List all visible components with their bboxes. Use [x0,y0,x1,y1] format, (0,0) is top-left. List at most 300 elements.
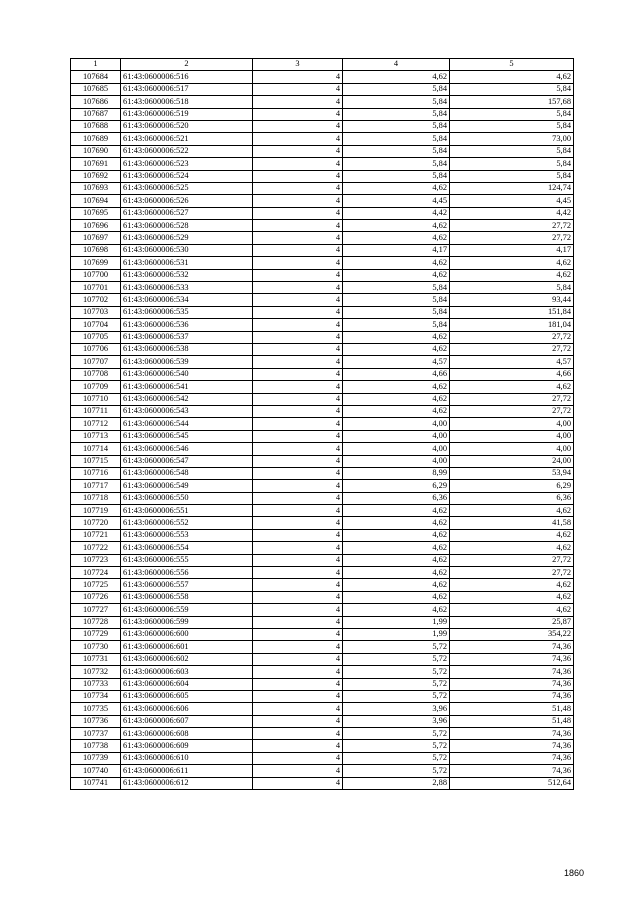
cadastral-number-cell: 61:43:0600006:607 [121,715,253,727]
amount-cell: 4,42 [450,207,574,219]
cadastral-number-cell: 61:43:0600006:543 [121,405,253,417]
category-cell: 4 [253,703,343,715]
table-row [71,232,574,244]
row-index-cell: 107710 [71,393,121,405]
amount-cell: 4,66 [450,368,574,380]
row-index-cell: 107699 [71,257,121,269]
row-index-cell: 107692 [71,170,121,182]
amount-cell: 124,74 [450,182,574,194]
row-index-cell: 107729 [71,628,121,640]
rate-cell: 4,62 [343,71,450,83]
row-index-cell: 107720 [71,517,121,529]
amount-cell: 4,62 [450,579,574,591]
category-cell: 4 [253,728,343,740]
table-row [71,492,574,504]
cadastral-number-cell: 61:43:0600006:608 [121,728,253,740]
table-row [71,628,574,640]
rate-cell: 5,84 [343,158,450,170]
rate-cell: 4,00 [343,443,450,455]
row-index-cell: 107696 [71,220,121,232]
table-row [71,368,574,380]
rate-cell: 4,17 [343,244,450,256]
rate-cell: 5,72 [343,678,450,690]
rate-cell: 3,96 [343,703,450,715]
cadastral-number-cell: 61:43:0600006:605 [121,690,253,702]
table-row [71,331,574,343]
row-index-cell: 107735 [71,703,121,715]
category-cell: 4 [253,343,343,355]
cadastral-number-cell: 61:43:0600006:611 [121,765,253,777]
row-index-cell: 107732 [71,666,121,678]
category-cell: 4 [253,182,343,194]
row-index-cell: 107715 [71,455,121,467]
category-cell: 4 [253,306,343,318]
cadastral-number-cell: 61:43:0600006:545 [121,430,253,442]
category-cell: 4 [253,641,343,653]
row-index-cell: 107721 [71,529,121,541]
table-row [71,381,574,393]
amount-cell: 4,62 [450,257,574,269]
amount-cell: 51,48 [450,703,574,715]
row-index-cell: 107695 [71,207,121,219]
amount-cell: 181,04 [450,319,574,331]
table-row [71,269,574,281]
table-row [71,294,574,306]
row-index-cell: 107693 [71,182,121,194]
rate-cell: 5,84 [343,170,450,182]
table-row [71,120,574,132]
rate-cell: 4,62 [343,529,450,541]
rate-cell: 4,42 [343,207,450,219]
amount-cell: 27,72 [450,393,574,405]
cadastral-number-cell: 61:43:0600006:527 [121,207,253,219]
table-row [71,554,574,566]
table-row [71,517,574,529]
cadastral-number-cell: 61:43:0600006:559 [121,604,253,616]
category-cell: 4 [253,393,343,405]
table-row [71,455,574,467]
row-index-cell: 107684 [71,71,121,83]
category-cell: 4 [253,170,343,182]
category-cell: 4 [253,591,343,603]
rate-cell: 6,29 [343,480,450,492]
table-row [71,752,574,764]
row-index-cell: 107717 [71,480,121,492]
category-cell: 4 [253,108,343,120]
amount-cell: 74,36 [450,641,574,653]
data-table [70,58,574,790]
cadastral-number-cell: 61:43:0600006:609 [121,740,253,752]
category-cell: 4 [253,628,343,640]
amount-cell: 4,00 [450,418,574,430]
amount-cell: 25,87 [450,616,574,628]
category-cell: 4 [253,96,343,108]
row-index-cell: 107736 [71,715,121,727]
table-row [71,604,574,616]
table-row [71,133,574,145]
row-index-cell: 107728 [71,616,121,628]
category-cell: 4 [253,443,343,455]
table-row [71,678,574,690]
row-index-cell: 107688 [71,120,121,132]
row-index-cell: 107709 [71,381,121,393]
category-cell: 4 [253,653,343,665]
rate-cell: 4,62 [343,567,450,579]
amount-cell: 5,84 [450,108,574,120]
cadastral-number-cell: 61:43:0600006:540 [121,368,253,380]
cadastral-number-cell: 61:43:0600006:524 [121,170,253,182]
cadastral-number-cell: 61:43:0600006:610 [121,752,253,764]
row-index-cell: 107724 [71,567,121,579]
amount-cell: 4,62 [450,269,574,281]
row-index-cell: 107716 [71,467,121,479]
row-index-cell: 107705 [71,331,121,343]
table-row [71,467,574,479]
row-index-cell: 107698 [71,244,121,256]
table-row [71,306,574,318]
cadastral-number-cell: 61:43:0600006:533 [121,282,253,294]
amount-cell: 4,00 [450,443,574,455]
column-header-3: 3 [253,59,343,71]
amount-cell: 6,36 [450,492,574,504]
category-cell: 4 [253,480,343,492]
cadastral-number-cell: 61:43:0600006:523 [121,158,253,170]
row-index-cell: 107697 [71,232,121,244]
category-cell: 4 [253,294,343,306]
category-cell: 4 [253,492,343,504]
amount-cell: 74,36 [450,752,574,764]
category-cell: 4 [253,579,343,591]
row-index-cell: 107726 [71,591,121,603]
rate-cell: 5,84 [343,120,450,132]
amount-cell: 51,48 [450,715,574,727]
row-index-cell: 107738 [71,740,121,752]
rate-cell: 4,62 [343,182,450,194]
amount-cell: 27,72 [450,567,574,579]
row-index-cell: 107733 [71,678,121,690]
table-row [71,567,574,579]
table-row [71,319,574,331]
amount-cell: 4,62 [450,381,574,393]
row-index-cell: 107719 [71,505,121,517]
amount-cell: 5,84 [450,158,574,170]
cadastral-number-cell: 61:43:0600006:518 [121,96,253,108]
cadastral-number-cell: 61:43:0600006:537 [121,331,253,343]
table-row [71,715,574,727]
cadastral-number-cell: 61:43:0600006:520 [121,120,253,132]
cadastral-number-cell: 61:43:0600006:547 [121,455,253,467]
cadastral-number-cell: 61:43:0600006:517 [121,83,253,95]
rate-cell: 4,00 [343,418,450,430]
row-index-cell: 107740 [71,765,121,777]
table-row [71,728,574,740]
row-index-cell: 107718 [71,492,121,504]
rate-cell: 5,84 [343,96,450,108]
column-header-4: 4 [343,59,450,71]
rate-cell: 4,62 [343,405,450,417]
amount-cell: 151,84 [450,306,574,318]
cadastral-number-cell: 61:43:0600006:538 [121,343,253,355]
rate-cell: 4,62 [343,579,450,591]
rate-cell: 5,72 [343,765,450,777]
row-index-cell: 107734 [71,690,121,702]
table-row [71,158,574,170]
rate-cell: 4,62 [343,331,450,343]
rate-cell: 5,84 [343,282,450,294]
amount-cell: 354,22 [450,628,574,640]
amount-cell: 74,36 [450,690,574,702]
rate-cell: 5,72 [343,641,450,653]
rate-cell: 4,62 [343,542,450,554]
rate-cell: 4,62 [343,393,450,405]
category-cell: 4 [253,244,343,256]
table-row [71,83,574,95]
rate-cell: 4,62 [343,505,450,517]
row-index-cell: 107712 [71,418,121,430]
row-index-cell: 107687 [71,108,121,120]
amount-cell: 74,36 [450,653,574,665]
cadastral-number-cell: 61:43:0600006:530 [121,244,253,256]
rate-cell: 4,45 [343,195,450,207]
row-index-cell: 107702 [71,294,121,306]
amount-cell: 73,00 [450,133,574,145]
rate-cell: 3,96 [343,715,450,727]
table-row [71,182,574,194]
category-cell: 4 [253,319,343,331]
row-index-cell: 107694 [71,195,121,207]
table-row [71,343,574,355]
cadastral-number-cell: 61:43:0600006:604 [121,678,253,690]
row-index-cell: 107703 [71,306,121,318]
column-header-5: 5 [450,59,574,71]
cadastral-number-cell: 61:43:0600006:546 [121,443,253,455]
rate-cell: 4,62 [343,554,450,566]
category-cell: 4 [253,282,343,294]
table-row [71,207,574,219]
rate-cell: 5,72 [343,653,450,665]
table-row [71,591,574,603]
row-index-cell: 107723 [71,554,121,566]
rate-cell: 1,99 [343,616,450,628]
amount-cell: 74,36 [450,740,574,752]
table-row [71,405,574,417]
rate-cell: 5,84 [343,294,450,306]
table-row [71,740,574,752]
table-row [71,505,574,517]
amount-cell: 24,00 [450,455,574,467]
row-index-cell: 107731 [71,653,121,665]
rate-cell: 2,88 [343,777,450,789]
amount-cell: 4,62 [450,71,574,83]
rate-cell: 6,36 [343,492,450,504]
table-row [71,282,574,294]
cadastral-number-cell: 61:43:0600006:525 [121,182,253,194]
cadastral-number-cell: 61:43:0600006:526 [121,195,253,207]
category-cell: 4 [253,604,343,616]
table-row [71,430,574,442]
column-header-1: 1 [71,59,121,71]
cadastral-number-cell: 61:43:0600006:558 [121,591,253,603]
cadastral-number-cell: 61:43:0600006:599 [121,616,253,628]
rate-cell: 5,84 [343,133,450,145]
row-index-cell: 107706 [71,343,121,355]
category-cell: 4 [253,715,343,727]
table-row [71,71,574,83]
cadastral-number-cell: 61:43:0600006:534 [121,294,253,306]
rate-cell: 5,84 [343,145,450,157]
category-cell: 4 [253,765,343,777]
category-cell: 4 [253,567,343,579]
table-row [71,777,574,789]
category-cell: 4 [253,158,343,170]
rate-cell: 5,84 [343,83,450,95]
table-row [71,616,574,628]
amount-cell: 4,62 [450,591,574,603]
amount-cell: 53,94 [450,467,574,479]
amount-cell: 27,72 [450,232,574,244]
category-cell: 4 [253,331,343,343]
row-index-cell: 107725 [71,579,121,591]
amount-cell: 27,72 [450,331,574,343]
table-row [71,170,574,182]
rate-cell: 5,72 [343,666,450,678]
row-index-cell: 107737 [71,728,121,740]
amount-cell: 5,84 [450,120,574,132]
amount-cell: 27,72 [450,405,574,417]
category-cell: 4 [253,133,343,145]
rate-cell: 5,72 [343,690,450,702]
category-cell: 4 [253,145,343,157]
table-row [71,480,574,492]
rate-cell: 4,62 [343,220,450,232]
cadastral-number-cell: 61:43:0600006:612 [121,777,253,789]
page-number: 1860 [563,868,584,878]
rate-cell: 1,99 [343,628,450,640]
cadastral-number-cell: 61:43:0600006:551 [121,505,253,517]
amount-cell: 74,36 [450,666,574,678]
amount-cell: 41,58 [450,517,574,529]
table-row [71,220,574,232]
table-row [71,244,574,256]
table-row [71,418,574,430]
table-row [71,529,574,541]
cadastral-number-cell: 61:43:0600006:536 [121,319,253,331]
rate-cell: 4,00 [343,430,450,442]
category-cell: 4 [253,232,343,244]
rate-cell: 5,84 [343,108,450,120]
cadastral-number-cell: 61:43:0600006:552 [121,517,253,529]
category-cell: 4 [253,517,343,529]
amount-cell: 27,72 [450,220,574,232]
cadastral-number-cell: 61:43:0600006:522 [121,145,253,157]
row-index-cell: 107707 [71,356,121,368]
table-row [71,96,574,108]
table-row [71,145,574,157]
category-cell: 4 [253,542,343,554]
table-row [71,108,574,120]
cadastral-number-cell: 61:43:0600006:556 [121,567,253,579]
category-cell: 4 [253,505,343,517]
amount-cell: 6,29 [450,480,574,492]
rate-cell: 4,62 [343,604,450,616]
row-index-cell: 107686 [71,96,121,108]
category-cell: 4 [253,777,343,789]
table-row [71,393,574,405]
cadastral-number-cell: 61:43:0600006:602 [121,653,253,665]
amount-cell: 5,84 [450,170,574,182]
row-index-cell: 107741 [71,777,121,789]
table-row [71,579,574,591]
cadastral-number-cell: 61:43:0600006:550 [121,492,253,504]
category-cell: 4 [253,455,343,467]
category-cell: 4 [253,554,343,566]
row-index-cell: 107701 [71,282,121,294]
rate-cell: 8,99 [343,467,450,479]
row-index-cell: 107714 [71,443,121,455]
amount-cell: 4,00 [450,430,574,442]
category-cell: 4 [253,83,343,95]
cadastral-number-cell: 61:43:0600006:555 [121,554,253,566]
cadastral-number-cell: 61:43:0600006:541 [121,381,253,393]
amount-cell: 4,45 [450,195,574,207]
table-row [71,690,574,702]
table-body [71,71,574,790]
cadastral-number-cell: 61:43:0600006:549 [121,480,253,492]
rate-cell: 4,62 [343,269,450,281]
row-index-cell: 107691 [71,158,121,170]
amount-cell: 93,44 [450,294,574,306]
row-index-cell: 107730 [71,641,121,653]
table-row [71,542,574,554]
amount-cell: 5,84 [450,83,574,95]
cadastral-number-cell: 61:43:0600006:603 [121,666,253,678]
row-index-cell: 107713 [71,430,121,442]
amount-cell: 4,62 [450,529,574,541]
cadastral-number-cell: 61:43:0600006:553 [121,529,253,541]
amount-cell: 512,64 [450,777,574,789]
cadastral-number-cell: 61:43:0600006:531 [121,257,253,269]
cadastral-number-cell: 61:43:0600006:529 [121,232,253,244]
cadastral-number-cell: 61:43:0600006:548 [121,467,253,479]
table-row [71,765,574,777]
table-header-row [71,59,574,71]
table-row [71,195,574,207]
row-index-cell: 107685 [71,83,121,95]
table-row [71,666,574,678]
amount-cell: 5,84 [450,282,574,294]
cadastral-number-cell: 61:43:0600006:519 [121,108,253,120]
category-cell: 4 [253,418,343,430]
category-cell: 4 [253,269,343,281]
rate-cell: 4,57 [343,356,450,368]
amount-cell: 27,72 [450,343,574,355]
rate-cell: 4,62 [343,257,450,269]
rate-cell: 4,62 [343,343,450,355]
cadastral-number-cell: 61:43:0600006:535 [121,306,253,318]
cadastral-number-cell: 61:43:0600006:600 [121,628,253,640]
amount-cell: 74,36 [450,678,574,690]
category-cell: 4 [253,616,343,628]
amount-cell: 74,36 [450,765,574,777]
cadastral-number-cell: 61:43:0600006:601 [121,641,253,653]
cadastral-number-cell: 61:43:0600006:542 [121,393,253,405]
category-cell: 4 [253,666,343,678]
cadastral-number-cell: 61:43:0600006:544 [121,418,253,430]
amount-cell: 4,57 [450,356,574,368]
rate-cell: 5,84 [343,306,450,318]
table-row [71,257,574,269]
category-cell: 4 [253,120,343,132]
